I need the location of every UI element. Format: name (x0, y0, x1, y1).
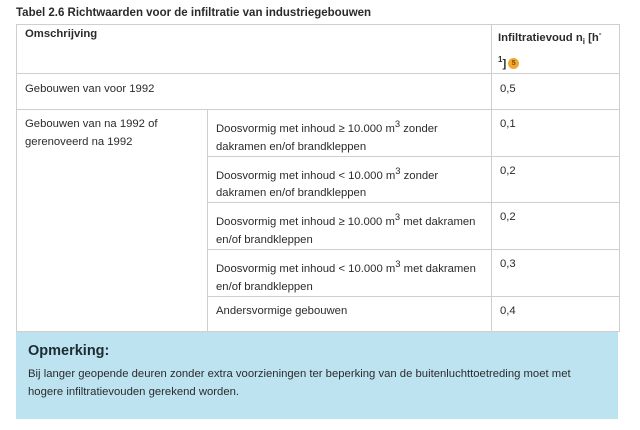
header-unit-close: ] (502, 57, 507, 70)
row-description-part: Doosvormig met inhoud < 10.000 m (216, 262, 396, 275)
row-description (208, 203, 492, 250)
table-row (17, 73, 620, 109)
row-superscript: 3 (395, 258, 401, 270)
header-infiltratievoud-label: Infiltratievoud n (498, 31, 583, 44)
remark-text: Bij langer geopende deuren zonder extra voorzieningen ter beperking van de buitenluchttoetreding moet met hogere infiltratievouden gerekend worden. (28, 368, 571, 398)
header-subscript: i (582, 37, 585, 47)
remark-title: Opmerking: (28, 343, 110, 359)
header-superscript-minus: - (598, 29, 602, 38)
table-header-row (17, 25, 620, 74)
remark-box (16, 332, 618, 419)
row-value: 0,1 (492, 109, 620, 156)
header-omschrijving: Omschrijving (17, 25, 492, 74)
table-row (17, 109, 620, 156)
row-description-part: met dakramen en/of brandkleppen (216, 216, 476, 247)
row-description (208, 250, 492, 297)
row-value: 0,2 (492, 203, 620, 250)
row-superscript: 3 (394, 211, 401, 223)
header-superscript-one: 1 (498, 55, 503, 65)
header-unit-open: [h (584, 31, 599, 44)
row-value: 0,4 (492, 296, 620, 331)
row-value: 0,3 (492, 250, 620, 297)
footnote-badge[interactable]: 5 (508, 58, 519, 69)
row-superscript: 3 (394, 117, 401, 129)
row-description-part: zonder dakramen en/of brandkleppen (216, 169, 439, 200)
row-description-part: zonder dakramen en/of brandkleppen (216, 122, 438, 153)
row-description-part: met dakramen en/of brandkleppen (216, 262, 476, 293)
row-value: 0,5 (492, 73, 620, 109)
group-description: Gebouwen van na 1992 of gerenoveerd na 1992 (17, 109, 208, 331)
row-description-part: Doosvormig met inhoud < 10.000 m (216, 169, 396, 182)
row-description (208, 156, 492, 203)
row-description: Andersvormige gebouwen (208, 296, 492, 331)
row-description: Gebouwen van voor 1992 (17, 73, 492, 109)
row-superscript: 3 (395, 164, 401, 176)
table-caption: Tabel 2.6 Richtwaarden voor de infiltratie van industriegebouwen (16, 7, 372, 19)
infiltration-table (16, 24, 620, 332)
row-description-part: Doosvormig met inhoud ≥ 10.000 m (216, 122, 395, 135)
row-description-part: Doosvormig met inhoud ≥ 10.000 m (216, 216, 395, 229)
row-value: 0,2 (492, 156, 620, 203)
header-infiltratievoud (492, 25, 620, 74)
row-description (208, 109, 492, 156)
